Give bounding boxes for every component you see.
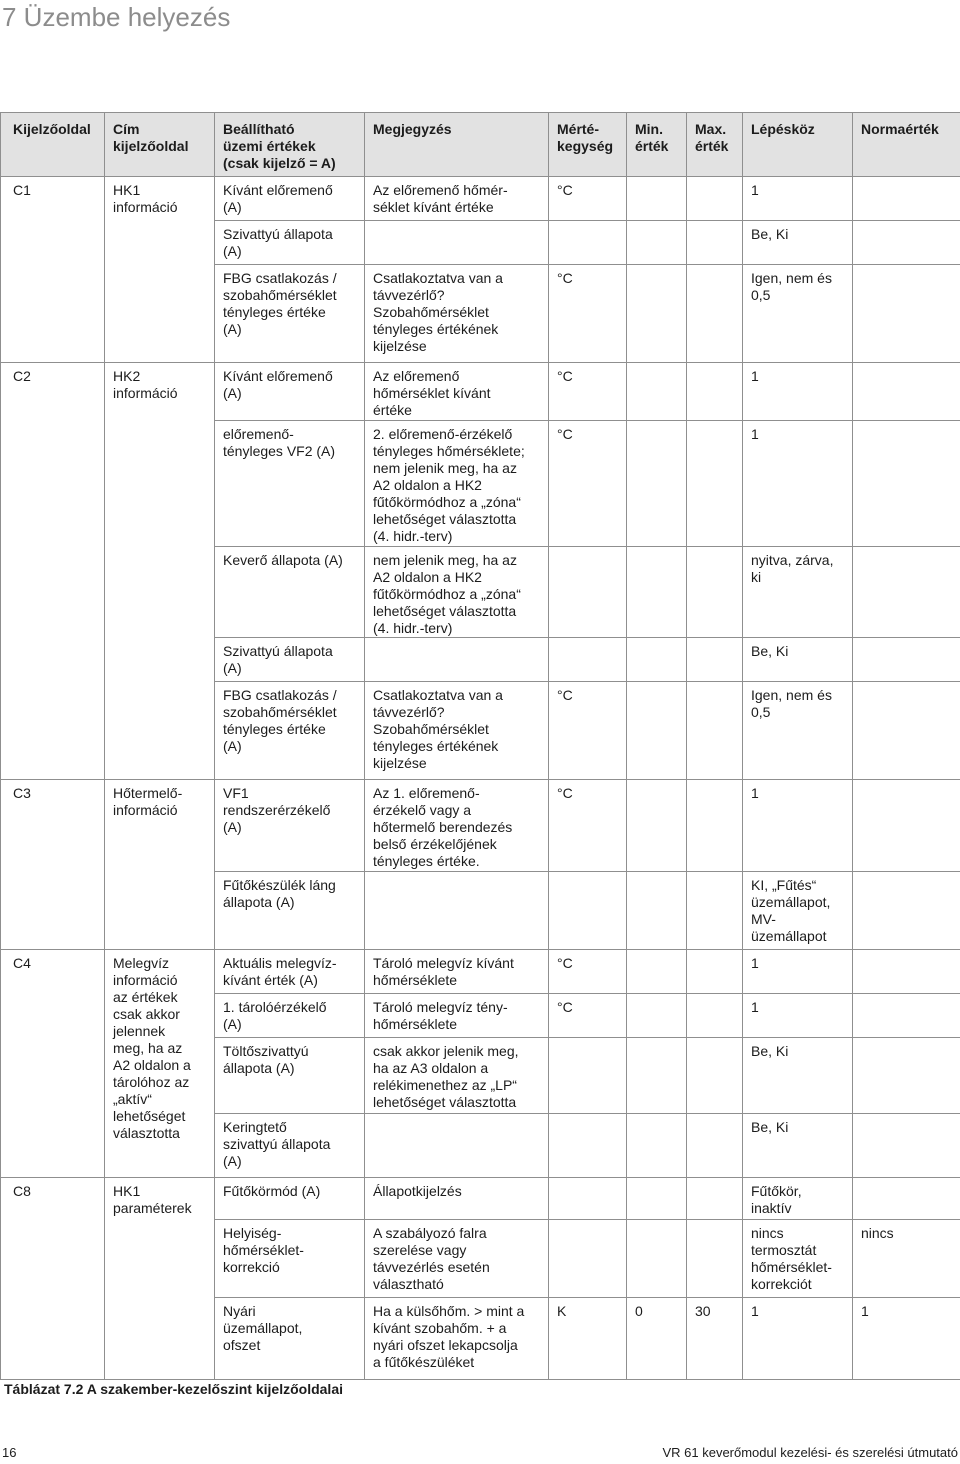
note-cell <box>365 1114 549 1178</box>
header-page-title: Cím kijelzőoldal <box>105 113 215 177</box>
min-value-cell <box>627 682 687 780</box>
unit-cell: °C <box>549 950 627 994</box>
display-page-title: Melegvíz információ az értékek csak akkor jelennek meg, ha az A2 oldalon a tárolóhoz az „aktív“ lehetőséget választotta <box>105 950 215 1178</box>
table-row <box>1 363 960 421</box>
step-cell: 1 <box>743 1298 853 1380</box>
default-value-cell <box>853 950 960 994</box>
max-value-cell <box>687 265 743 363</box>
default-value-cell <box>853 1114 960 1178</box>
max-value-cell <box>687 363 743 421</box>
min-value-cell <box>627 872 687 950</box>
min-value-cell <box>627 547 687 638</box>
min-value-cell <box>627 780 687 872</box>
step-cell: Be, Ki <box>743 1038 853 1114</box>
setting-cell: 1. tárolóérzékelő (A) <box>215 994 365 1038</box>
step-cell: 1 <box>743 780 853 872</box>
header-display-page: Kijelzőoldal <box>1 113 105 177</box>
note-cell: Ha a külsőhőm. > mint a kívánt szobahőm. + a nyári ofszet lekapcsolja a fűtőkészüléket <box>365 1298 549 1380</box>
table-row <box>1 780 960 872</box>
step-cell: Igen, nem és 0,5 <box>743 682 853 780</box>
min-value-cell <box>627 1178 687 1220</box>
default-value-cell <box>853 1178 960 1220</box>
step-cell: Be, Ki <box>743 638 853 682</box>
unit-cell: K <box>549 1298 627 1380</box>
step-cell: KI, „Fűtés“ üzemállapot, MV- üzemállapot <box>743 872 853 950</box>
max-value-cell: 30 <box>687 1298 743 1380</box>
unit-cell: °C <box>549 265 627 363</box>
display-page-title: HK1 információ <box>105 177 215 363</box>
step-cell: 1 <box>743 421 853 547</box>
setting-cell: Töltőszivattyú állapota (A) <box>215 1038 365 1114</box>
step-cell: 1 <box>743 177 853 221</box>
step-cell: Be, Ki <box>743 1114 853 1178</box>
default-value-cell <box>853 638 960 682</box>
max-value-cell <box>687 177 743 221</box>
default-value-cell: nincs <box>853 1220 960 1298</box>
max-value-cell <box>687 1038 743 1114</box>
unit-cell <box>549 221 627 265</box>
max-value-cell <box>687 872 743 950</box>
max-value-cell <box>687 1178 743 1220</box>
min-value-cell <box>627 421 687 547</box>
header-settable-values: Beállítható üzemi értékek (csak kijelző = A) <box>215 113 365 177</box>
default-value-cell <box>853 221 960 265</box>
unit-cell <box>549 1178 627 1220</box>
table-body <box>1 177 960 1380</box>
note-cell: Az előremenő hőmérséklet kívánt értéke <box>365 363 549 421</box>
min-value-cell <box>627 221 687 265</box>
table-row <box>1 177 960 221</box>
display-page-code: C1 <box>1 177 105 363</box>
default-value-cell <box>853 1038 960 1114</box>
setting-cell: FBG csatlakozás / szobahőmérséklet tényleges értéke (A) <box>215 265 365 363</box>
step-cell: Fűtőkör, inaktív <box>743 1178 853 1220</box>
min-value-cell: 0 <box>627 1298 687 1380</box>
default-value-cell <box>853 682 960 780</box>
note-cell: Állapotkijelzés <box>365 1178 549 1220</box>
step-cell: nincs termosztát hőmérséklet- korrekciót <box>743 1220 853 1298</box>
unit-cell: °C <box>549 363 627 421</box>
max-value-cell <box>687 221 743 265</box>
unit-cell <box>549 872 627 950</box>
unit-cell <box>549 638 627 682</box>
step-cell: Be, Ki <box>743 221 853 265</box>
setting-cell: előremenő- tényleges VF2 (A) <box>215 421 365 547</box>
display-page-title: HK1 paraméterek <box>105 1178 215 1380</box>
note-cell: Csatlakoztatva van a távvezérlő? Szobahőmérséklet tényleges értékének kijelzése <box>365 265 549 363</box>
unit-cell: °C <box>549 682 627 780</box>
page-number: 16 <box>2 1445 17 1460</box>
display-page-title: Hőtermelő- információ <box>105 780 215 950</box>
setting-cell: Aktuális melegvíz- kívánt érték (A) <box>215 950 365 994</box>
step-cell: nyitva, zárva, ki <box>743 547 853 638</box>
unit-cell: °C <box>549 994 627 1038</box>
setting-cell: Kívánt előremenő (A) <box>215 363 365 421</box>
max-value-cell <box>687 547 743 638</box>
header-min-value: Min. érték <box>627 113 687 177</box>
footer-document-title: VR 61 keverőmodul kezelési- és szerelési útmutató <box>662 1445 958 1460</box>
display-page-title: HK2 információ <box>105 363 215 780</box>
chapter-title: 7 Üzembe helyezés <box>2 2 231 32</box>
note-cell: Tároló melegvíz kívánt hőmérséklete <box>365 950 549 994</box>
note-cell <box>365 638 549 682</box>
default-value-cell <box>853 177 960 221</box>
note-cell <box>365 221 549 265</box>
unit-cell <box>549 1038 627 1114</box>
unit-cell: °C <box>549 177 627 221</box>
max-value-cell <box>687 638 743 682</box>
default-value-cell: 1 <box>853 1298 960 1380</box>
header-max-value: Max. érték <box>687 113 743 177</box>
display-page-code: C3 <box>1 780 105 950</box>
step-cell: Igen, nem és 0,5 <box>743 265 853 363</box>
setting-cell: Kívánt előremenő (A) <box>215 177 365 221</box>
setting-cell: Fűtőkörmód (A) <box>215 1178 365 1220</box>
min-value-cell <box>627 363 687 421</box>
step-cell: 1 <box>743 950 853 994</box>
header-default-value: Normaérték <box>853 113 960 177</box>
min-value-cell <box>627 1038 687 1114</box>
setting-cell: FBG csatlakozás / szobahőmérséklet tényleges értéke (A) <box>215 682 365 780</box>
setting-cell: Helyiség- hőmérséklet- korrekció <box>215 1220 365 1298</box>
table-header-row <box>1 113 960 177</box>
note-cell: Tároló melegvíz tény- hőmérséklete <box>365 994 549 1038</box>
max-value-cell <box>687 950 743 994</box>
note-cell: 2. előremenő-érzékelő tényleges hőmérséklete; nem jelenik meg, ha az A2 oldalon a HK2 fűtőkörmódhoz a „zóna“ lehetőséget választotta (4. hidr.-terv) <box>365 421 549 547</box>
display-page-code: C8 <box>1 1178 105 1380</box>
note-cell: csak akkor jelenik meg, ha az A3 oldalon a relékimenethez az „LP“ lehetőséget választotta <box>365 1038 549 1114</box>
min-value-cell <box>627 1220 687 1298</box>
header-unit: Mérté- kegység <box>549 113 627 177</box>
min-value-cell <box>627 177 687 221</box>
min-value-cell <box>627 638 687 682</box>
parameter-table <box>0 112 960 1380</box>
unit-cell <box>549 1220 627 1298</box>
step-cell: 1 <box>743 994 853 1038</box>
unit-cell <box>549 1114 627 1178</box>
setting-cell: Fűtőkészülék láng állapota (A) <box>215 872 365 950</box>
min-value-cell <box>627 265 687 363</box>
table-caption <box>4 1380 343 1398</box>
display-page-code: C4 <box>1 950 105 1178</box>
note-cell: Csatlakoztatva van a távvezérlő? Szobahőmérséklet tényleges értékének kijelzése <box>365 682 549 780</box>
display-page-code: C2 <box>1 363 105 780</box>
header-note: Megjegyzés <box>365 113 549 177</box>
max-value-cell <box>687 682 743 780</box>
header-step: Lépésköz <box>743 113 853 177</box>
table-caption-label: Táblázat 7.2 <box>4 1381 84 1397</box>
default-value-cell <box>853 872 960 950</box>
table-row <box>1 1178 960 1220</box>
min-value-cell <box>627 1114 687 1178</box>
min-value-cell <box>627 950 687 994</box>
note-cell: Az előremenő hőmér- séklet kívánt értéke <box>365 177 549 221</box>
unit-cell: °C <box>549 421 627 547</box>
note-cell: Az 1. előremenő- érzékelő vagy a hőtermelő berendezés belső érzékelőjének tényleges értéke. <box>365 780 549 872</box>
table-caption-text: A szakember-kezelőszint kijelzőoldalai <box>86 1381 343 1397</box>
setting-cell: Szivattyú állapota (A) <box>215 221 365 265</box>
note-cell: nem jelenik meg, ha az A2 oldalon a HK2 fűtőkörmódhoz a „zóna“ lehetőséget választotta (4. hidr.-terv) <box>365 547 549 638</box>
setting-cell: VF1 rendszerérzékelő (A) <box>215 780 365 872</box>
min-value-cell <box>627 994 687 1038</box>
setting-cell: Keringtető szivattyú állapota (A) <box>215 1114 365 1178</box>
default-value-cell <box>853 421 960 547</box>
max-value-cell <box>687 1114 743 1178</box>
setting-cell: Szivattyú állapota (A) <box>215 638 365 682</box>
max-value-cell <box>687 994 743 1038</box>
step-cell: 1 <box>743 363 853 421</box>
max-value-cell <box>687 1220 743 1298</box>
max-value-cell <box>687 780 743 872</box>
default-value-cell <box>853 363 960 421</box>
note-cell <box>365 872 549 950</box>
default-value-cell <box>853 780 960 872</box>
default-value-cell <box>853 265 960 363</box>
table-row <box>1 950 960 994</box>
note-cell: A szabályozó falra szerelése vagy távvezérlés esetén választható <box>365 1220 549 1298</box>
setting-cell: Nyári üzemállapot, ofszet <box>215 1298 365 1380</box>
setting-cell: Keverő állapota (A) <box>215 547 365 638</box>
default-value-cell <box>853 994 960 1038</box>
unit-cell <box>549 547 627 638</box>
max-value-cell <box>687 421 743 547</box>
unit-cell: °C <box>549 780 627 872</box>
default-value-cell <box>853 547 960 638</box>
